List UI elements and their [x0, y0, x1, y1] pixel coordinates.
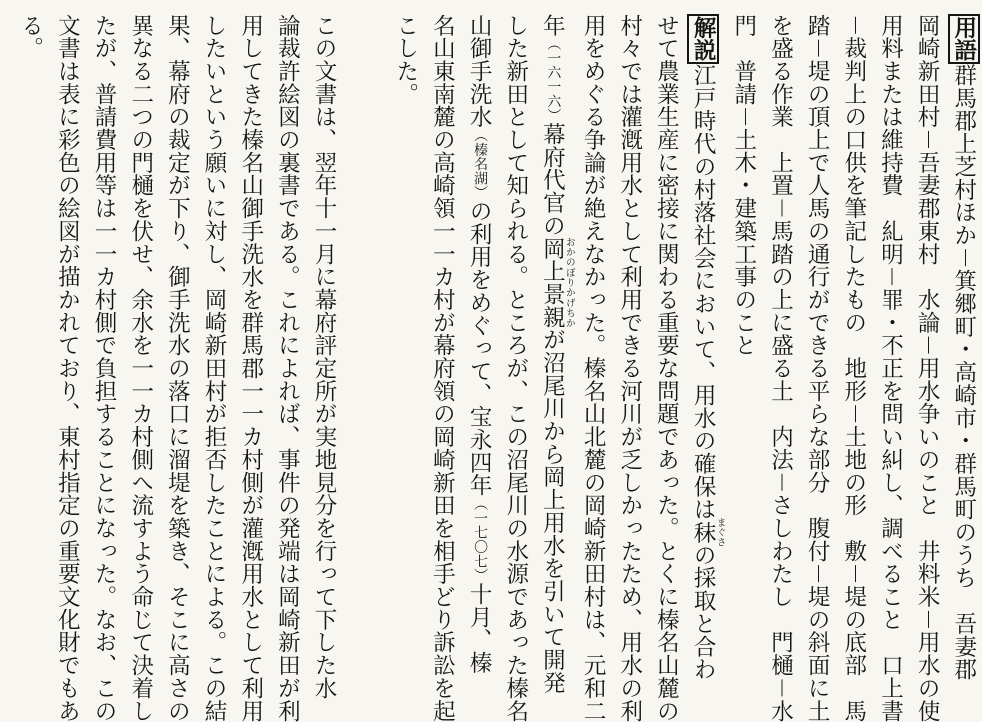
body-line-6: 異なる二つの門樋を伏せ、余水を一一カ村側へ流すよう命じて決着し	[127, 14, 154, 722]
vertical-text-block	[12, 14, 982, 722]
body-line-3: 用してきた榛名山御手洗水を群馬郡一一カ村側が灌漑用水として利用	[237, 14, 264, 722]
body-line-7: たが、普請費用等は一一カ村側で負担することになった。なお、この	[91, 14, 118, 722]
commentary-line-2: せて農業生産に密接に関わる重要な問題であった。とくに榛名山麓の	[653, 14, 680, 722]
commentary-line-9: こした。	[392, 14, 419, 106]
ruby-okanobori: 岡上景親おかのぼりかげちか	[539, 236, 575, 329]
commentary-line-5: 年（一六一六）幕府代官の岡上景親おかのぼりかげちかが沼尾川から岡上用水を引いて開発	[539, 14, 575, 694]
glossary-line-7: 門 普請－土木・建築工事のこと	[730, 14, 757, 357]
commentary-line-4: 用をめぐる争論が絶えなかった。榛名山北麓の岡崎新田村は、元和二	[580, 14, 607, 722]
commentary-line-3: 村々では灌漑用水として利用できる河川が乏しかったため、用水の利	[616, 14, 643, 722]
commentary-line-6: した新田として知られる。ところが、この沼尾川の水源であった榛名	[502, 14, 529, 722]
glossary-line-6: を盛る作業 上置－馬踏の上に盛る土 内法－さしわたし 門樋－水	[767, 14, 794, 722]
commentary-line-1: 解説江戸時代の村落社会において、用水の確保は秣まぐさの採取と合わ	[684, 14, 725, 664]
ruby-magusa: 秣まぐさ	[690, 517, 726, 547]
commentary-line-8: 名山東南麓の高崎領一一カ村が幕府領の岡崎新田を相手どり訴訟を起	[429, 14, 456, 722]
body-line-8: 文書は表に彩色の絵図が描かれており、東村指定の重要文化財でもあ	[54, 14, 81, 722]
body-line-1: この文書は、翌年十一月に幕府評定所が実地見分を行って下した水	[311, 14, 338, 700]
glossary-label: 用語	[948, 14, 980, 64]
commentary-line-7: 山御手洗水（榛名湖）の利用をめぐって、宝永四年（一七〇七）十月、榛	[466, 14, 493, 675]
body-line-9: る。	[17, 14, 44, 60]
glossary-line-3: 用料または維持費 糺明－罪・不正を問い糾し、調べること 口上書	[877, 14, 904, 722]
glossary-line-4: －裁判上の口供を筆記したもの 地形－土地の形 敷－堤の底部 馬	[840, 14, 867, 722]
glossary-line-2: 岡崎新田村－吾妻郡東村 水論－用水争いのこと 井料米－用水の使	[914, 14, 941, 722]
body-line-5: 果、幕府の裁定が下り、御手洗水の落口に溜堤を築き、そこに高さの	[164, 14, 191, 722]
body-line-4: したいという願いに対し、岡崎新田村が拒否したことによる。この結	[201, 14, 228, 722]
glossary-line-1: 用語群馬郡上芝村ほか－箕郷町・高崎市・群馬町のうち 吾妻郡	[945, 14, 982, 664]
glossary-line-5: 踏－堤の頂上で人馬の通行ができる平らな部分 腹付－堤の斜面に土	[804, 14, 831, 722]
body-line-2: 論裁許絵図の裏書である。これによれば、事件の発端は岡崎新田が利	[274, 14, 301, 722]
commentary-label: 解説	[687, 14, 719, 64]
